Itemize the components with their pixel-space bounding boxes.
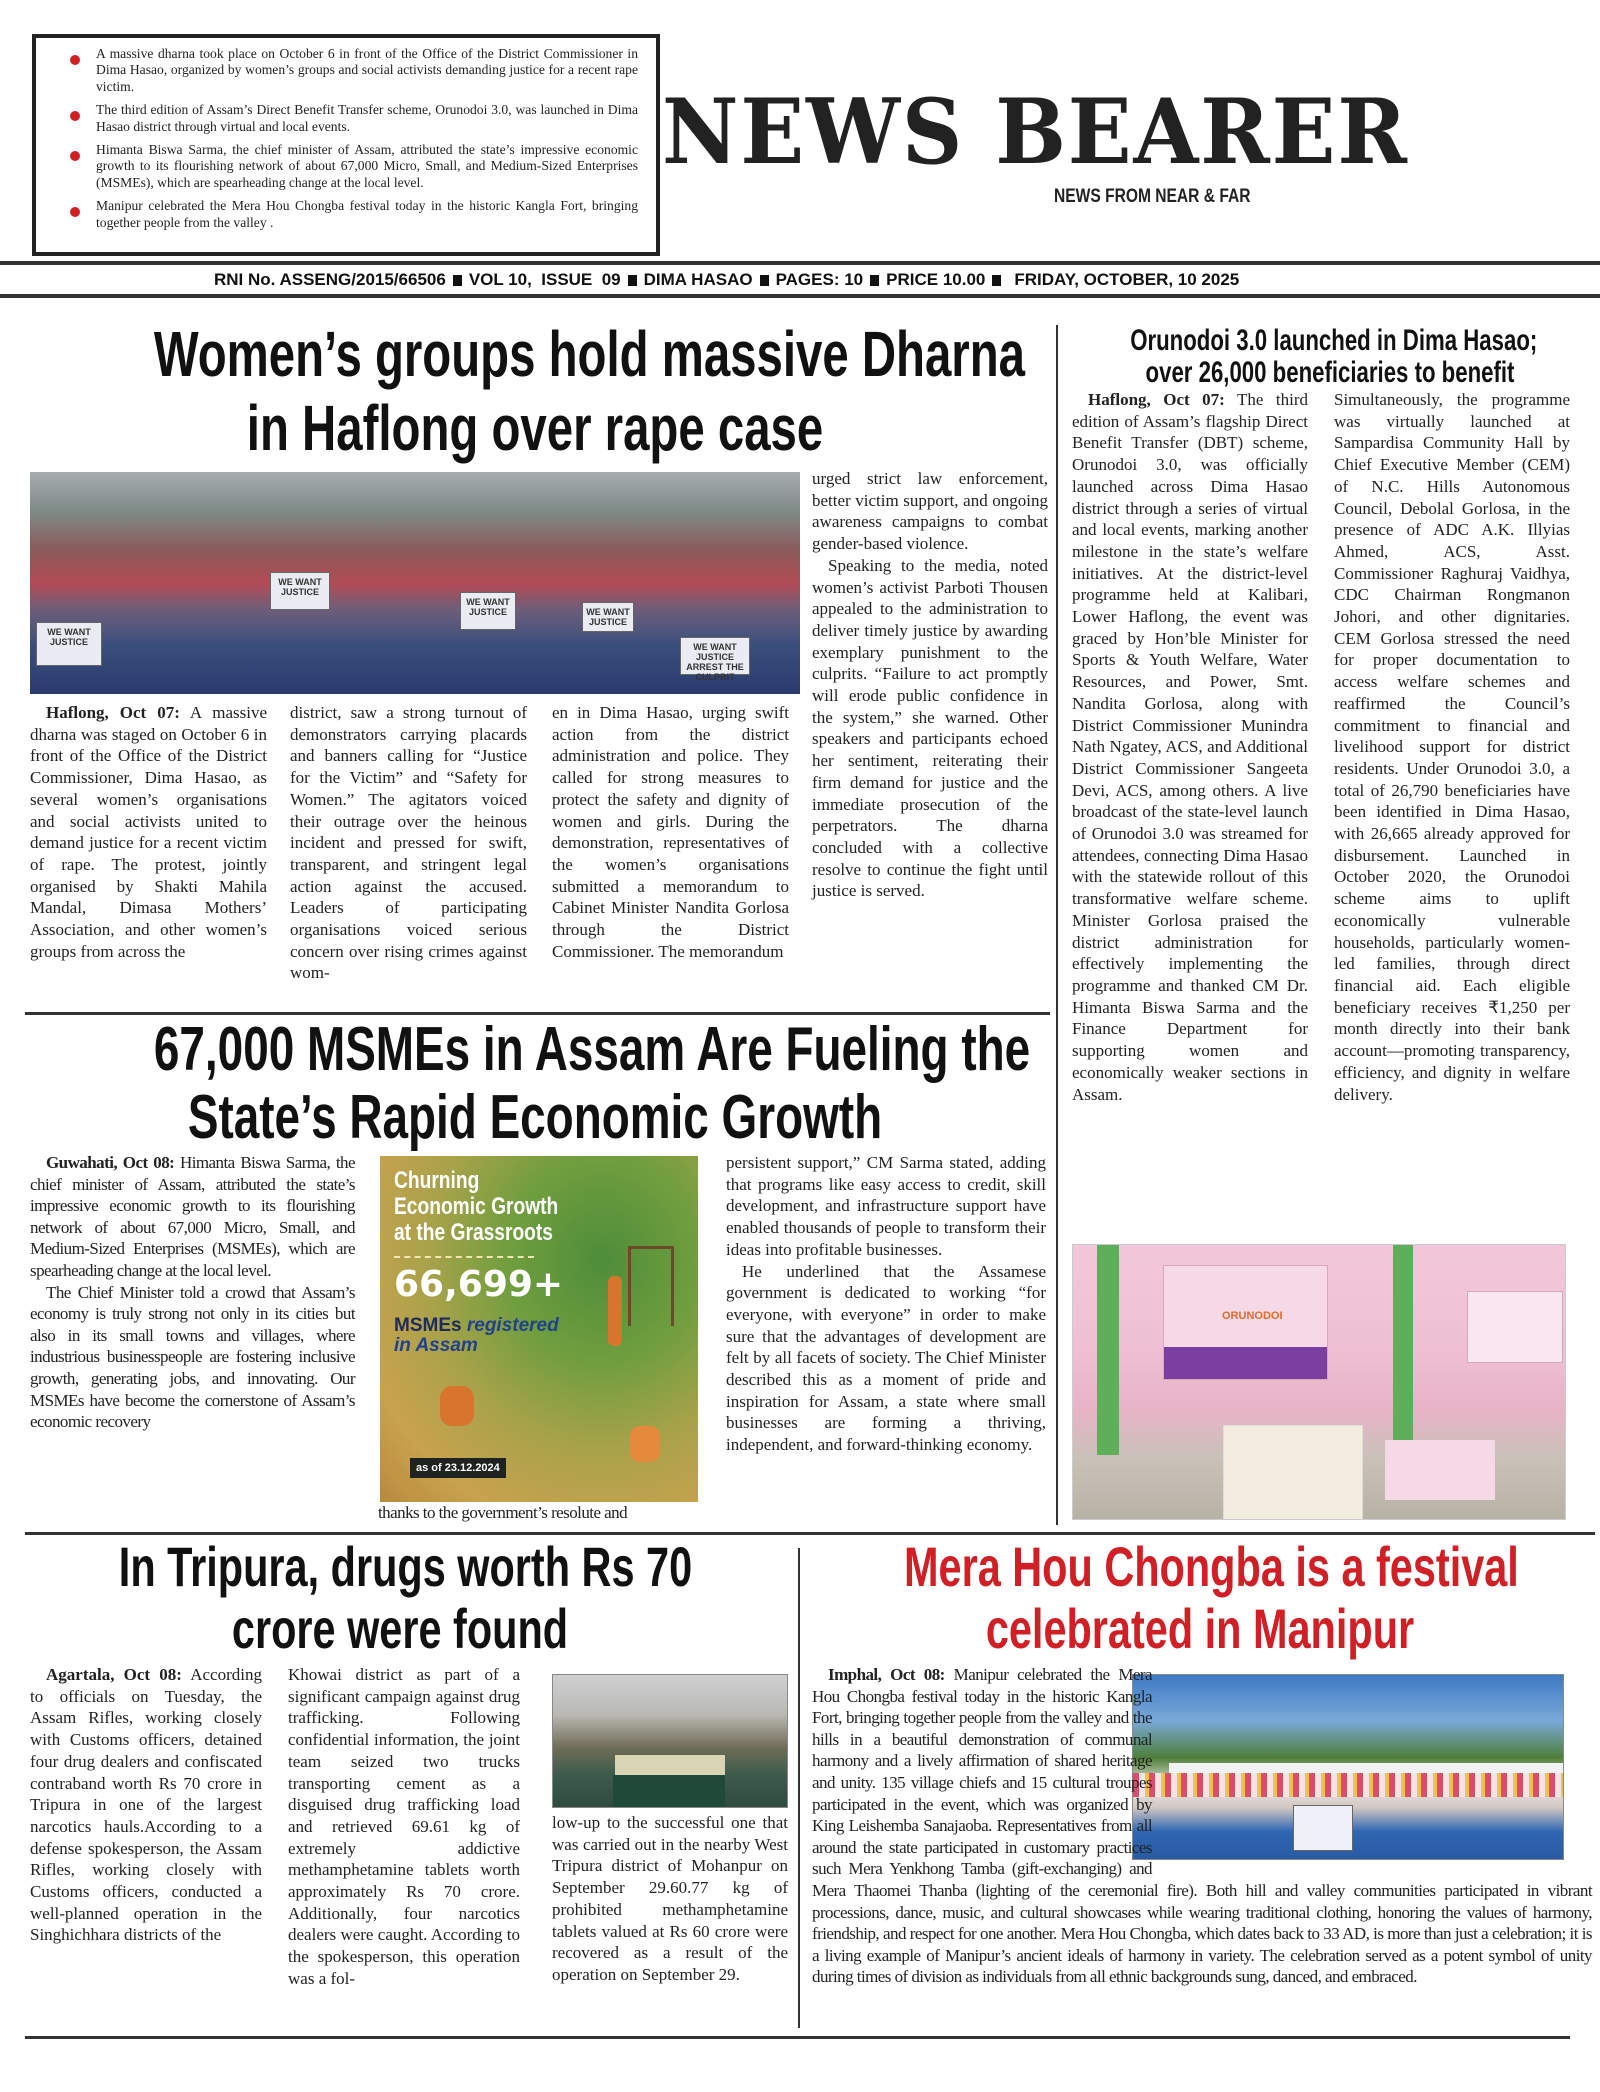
orunodoi-event-photo (1072, 1244, 1566, 1520)
masthead-tagline: NEWS FROM NEAR & FAR (1054, 186, 1251, 207)
headline-line[interactable]: 67,000 MSMEs in Assam Are Fueling the (153, 1015, 1031, 1084)
masthead-title: NEWS BEARER (662, 79, 1409, 185)
price: PRICE 10.00 (886, 270, 986, 289)
headline-line[interactable]: State’s Rapid Economic Growth (187, 1083, 883, 1152)
graphic-number: 66,699+ (394, 1264, 564, 1305)
bullet-icon (70, 111, 80, 121)
separator-icon (870, 275, 879, 286)
article-column: low-up to the successful one that was carried out in the nearby West Tripura district of Mohanpur on September 29.60.77 kg of prohibited methamphetamine tablets valued at Rs 60 crore were recovered as a result of the operation on September 29. (552, 1813, 788, 1984)
page-bottom-rule (25, 2036, 1570, 2039)
headline-line[interactable]: Women’s groups hold massive Dharna (153, 318, 1025, 390)
photo-banner-small (1467, 1291, 1563, 1363)
separator-icon (628, 275, 637, 286)
article-column: district, saw a strong turnout of demonstrators carrying placards and banners calling for “Justice for the Victim” and “Safety for Women.” The agitators voiced their outrage over the heinous incident and pressed for swift, transparent, and stringent legal action against the accused. Leaders of participating organisations voiced serious concern over rising crimes against wom- (290, 703, 527, 983)
headline-line[interactable]: celebrated in Manipur (985, 1597, 1415, 1660)
placard: WE WANT JUSTICE (460, 592, 516, 630)
article-column: Haflong, Oct 07: A massive dharna was staged on October 6 in front of the Office of the District Commissioner, Dima Hasao, as several women’s organisations and social activists united to demand justice for a recent victim of rape. The protest, jointly organised by Shakti Mahila Mandal, Dimasa Mothers’ Association, and other women’s groups from across the (30, 703, 268, 961)
msme-graphic (380, 1156, 698, 1502)
strip-rule-top (0, 261, 1600, 265)
article-column: Guwahati, Oct 08: Himanta Biswa Sarma, the chief minister of Assam, attributed the state’s impressive economic growth to its flourishing network of about 67,000 Micro, Small, and Medium-Sized Enterprises (MSMEs), which are spearheading change at the local level. The Chief Minister told a crowd that Assam’s economy is truly strong not only in its cities but also in its small towns and villages, where industrious businesspeople are fostering inclusive growth, generating jobs, and innovating. Our MSMEs have become the cornerstone of Assam’s economic recovery (30, 1153, 355, 1432)
dateline: Haflong, Oct 07: (1088, 390, 1225, 409)
highlight-item[interactable]: Manipur celebrated the Mera Hou Chongba festival today in the historic Kangla Fort, bringing together people from the valley . (54, 198, 638, 231)
article-column: Agartala, Oct 08: According to officials on Tuesday, the Assam Rifles, working closely with Customs officers, detained four drug dealers and confiscated contraband worth Rs 70 crore in Tripura in one of the largest narcotics hauls.According to a defense spokesperson, the Assam Rifles, working closely with Customs officers, conducted a well-planned operation in the Singhichhara districts of the (30, 1665, 262, 1945)
article-column: Simultaneously, the programme was virtually launched at Sampardisa Community Hall by Chief Executive Member (CEM) of N.C. Hills Autonomous Council, Debolal Gorlosa, in the presence of ADC A.K. Illyias Ahmed, ACS, Asst. Commissioner Raghuraj Vaidhya, CDC Chairman Rongmanon Johori, and other dignitaries. CEM Gorlosa stressed the need for proper documentation to access welfare schemes and reaffirmed the Council’s commitment to financial and livelihood support for district residents. Under Orunodoi 3.0, a total of 26,790 beneficiaries have been identified in Dima Hasao, with 26,665 already approved for disbursement. Launched in October 2020, the Orunodoi scheme aims to uplift economically vulnerable households, particularly women-led families, through direct financial aid. Each eligible beneficiary receives ₹1,250 per month directly into their bank account—promoting transparency, efficiency, and dignity in welfare delivery. (1334, 390, 1570, 1104)
dateline: Haflong, Oct 07: (46, 703, 180, 722)
strip-rule-bottom (0, 294, 1600, 298)
dateline: Guwahati, Oct 08: (46, 1153, 175, 1172)
separator-icon (453, 275, 462, 286)
article-column: urged strict law enforcement, better victim support, and ongoing awareness campaigns to combat gender-based violence. Speaking to the media, noted women’s activist Parboti Thousen appealed to the administration to deliver timely justice by awarding exemplary punishment to the culprits. “Failure to act promptly will erode public confidence in the system,” she warned. Other speakers and participants echoed her sentiment, reiterating their firm demand for justice and the immediate prosecution of the perpetrators. The dharna concluded with a collective resolve to continue the fight until justice is served. (812, 469, 1048, 901)
dateline: Imphal, Oct 08: (828, 1665, 945, 1684)
issue-date: FRIDAY, OCTOBER, 10 2025 (1014, 270, 1240, 289)
headline-line[interactable]: in Haflong over rape case (246, 392, 824, 464)
article-body: Imphal, Oct 08: Manipur celebrated the Mera Hou Chongba festival today in the historic Kangla Fort, bringing together people from the valley and the hills in a beautiful demonstration of communal harmony and a lively affirmation of shared heritage and unity. 135 village chiefs and 15 cultural troupes participated in the event, which was organized by King Leishemba Sanajaoba. Representatives from all around the state participated in customary practices such Mera Yenkhong Tamba (gift-exchanging) and Mera Thaomei Thanba (lighting of the ceremonial fire). Both hill and valley communities participated in vibrant processions, dance, music, and cultural showcases while wearing traditional clothing, honoring the values of harmony, friendship, and respect for one another. Mera Hou Chongba, which dates back to 33 AD, is more than just a celebration; it is a living example of Manipur’s ancient ideals of harmony in variety. The celebration served as a potent symbol of unity during times of division as individuals from all ethnic backgrounds sung, danced, and embraced. (812, 1665, 1592, 1987)
drug-seizure-photo (552, 1674, 788, 1808)
headline-line[interactable]: over 26,000 beneficiaries to benefit (1145, 356, 1515, 389)
bullet-icon (70, 151, 80, 161)
placard: WE WANT JUSTICE (270, 572, 330, 610)
article-column: persistent support,” CM Sarma stated, adding that programs like easy access to credit, skill development, and infrastructure support have enabled thousands of people to transform their ideas into profitable businesses. He underlined that the Assamese government is dedicated to working “for everyone, with everyone” in order to make sure that the advantages of development are felt by all facets of society. The Chief Minister described this as a moment of pride and inspiration for Assam, a state where small businesses are forming a thriving, independent, and forward-thinking economy. (726, 1153, 1046, 1455)
article-column: Khowai district as part of a significant campaign against drug trafficking. Following confidential information, the joint team seized two trucks transporting cement as a disguised drug trafficking load and retrieved 69.61 kg of extremely addictive methamphetamine tablets worth approximately Rs 70 crore. Additionally, four narcotics dealers were caught. According to the spokesperson, this operation was a fol- (288, 1665, 520, 1988)
headline-line[interactable]: Orunodoi 3.0 launched in Dima Hasao; (1130, 324, 1538, 357)
placard: WE WANT JUSTICE ARREST THE CULPRIT (680, 637, 750, 675)
separator-icon (760, 275, 769, 286)
placard: WE WANT JUSTICE (36, 622, 102, 666)
highlight-item[interactable]: Himanta Biswa Sarma, the chief minister of Assam, attributed the state’s impressive economic growth to its flourishing network of about 67,000 Micro, Small, and Medium-Sized Enterprises (MSMEs), which are spearheading change at the local level. (54, 142, 638, 191)
highlight-item[interactable]: A massive dharna took place on October 6 in front of the Office of the District Commissioner in Dima Hasao, organized by women’s groups and social activists demanding justice for a recent rape victim. (54, 46, 638, 95)
rni-number: RNI No. ASSENG/2015/66506 (214, 270, 446, 289)
headline-line[interactable]: In Tripura, drugs worth Rs 70 (118, 1535, 693, 1598)
article-column: thanks to the government’s resolute and (378, 1503, 628, 1522)
headline-line[interactable]: crore were found (231, 1597, 569, 1660)
edition-location: DIMA HASAO (643, 270, 753, 289)
graphic-date-badge: as of 23.12.2024 (410, 1458, 506, 1478)
bullet-icon (70, 207, 80, 217)
dateline: Agartala, Oct 08: (46, 1665, 182, 1684)
bullet-icon (70, 55, 80, 65)
headline-line[interactable]: Mera Hou Chongba is a festival (904, 1535, 1519, 1598)
info-strip (0, 266, 1600, 294)
article-column: Haflong, Oct 07: The third edition of Assam’s flagship Direct Benefit Transfer (DBT) scheme, Orunodoi 3.0, was officially launched across Dima Hasao district through a series of virtual and local events, marking another milestone in the state’s welfare initiatives. At the district-level programme held at Kalibari, Lower Haflong, the event was graced by Hon’ble Minister for Sports & Youth Welfare, Water Resources, and Power, Smt. Nandita Gorlosa, along with District Commissioner Munindra Nath Ngatey, ACS, and Additional District Commissioner Sangeeta Devi, ACS, among others. A live broadcast of the state-level launch of Orunodoi 3.0 was streamed for attendees, connecting Dima Hasao with the statewide rollout of this transformative welfare scheme. Minister Gorlosa praised the district administration for effectively implementing the programme and thanked CM Dr. Himanta Biswa Sarma and the Finance Department for supporting women and economically weaker sections in Assam. (1072, 390, 1308, 1104)
column-divider (798, 1548, 800, 2028)
graphic-subtitle: MSMEs registered in Assam (394, 1315, 559, 1356)
page-count: PAGES: 10 (775, 270, 864, 289)
highlights-box (32, 34, 660, 256)
highlight-item[interactable]: The third edition of Assam’s Direct Benefit Transfer scheme, Orunodoi 3.0, was launched in Dima Hasao district through virtual and local events. (54, 102, 638, 135)
volume-issue: VOL 10, ISSUE 09 (468, 270, 621, 289)
photo-banner: ORUNODOI (1163, 1265, 1328, 1380)
column-divider (1056, 325, 1058, 1525)
placard: WE WANT JUSTICE (582, 602, 634, 632)
article-column: en in Dima Hasao, urging swift action from the district administration and police. They called for strong measures to protect the safety and dignity of women and girls. During the demonstration, representatives of the women’s organisations submitted a memorandum to Cabinet Minister Nandita Gorlosa through the District Commissioner. The memorandum (552, 703, 789, 961)
protest-photo (30, 472, 800, 694)
graphic-title: Churning Economic Growth at the Grassroots (394, 1167, 559, 1246)
separator-icon (992, 275, 1001, 286)
